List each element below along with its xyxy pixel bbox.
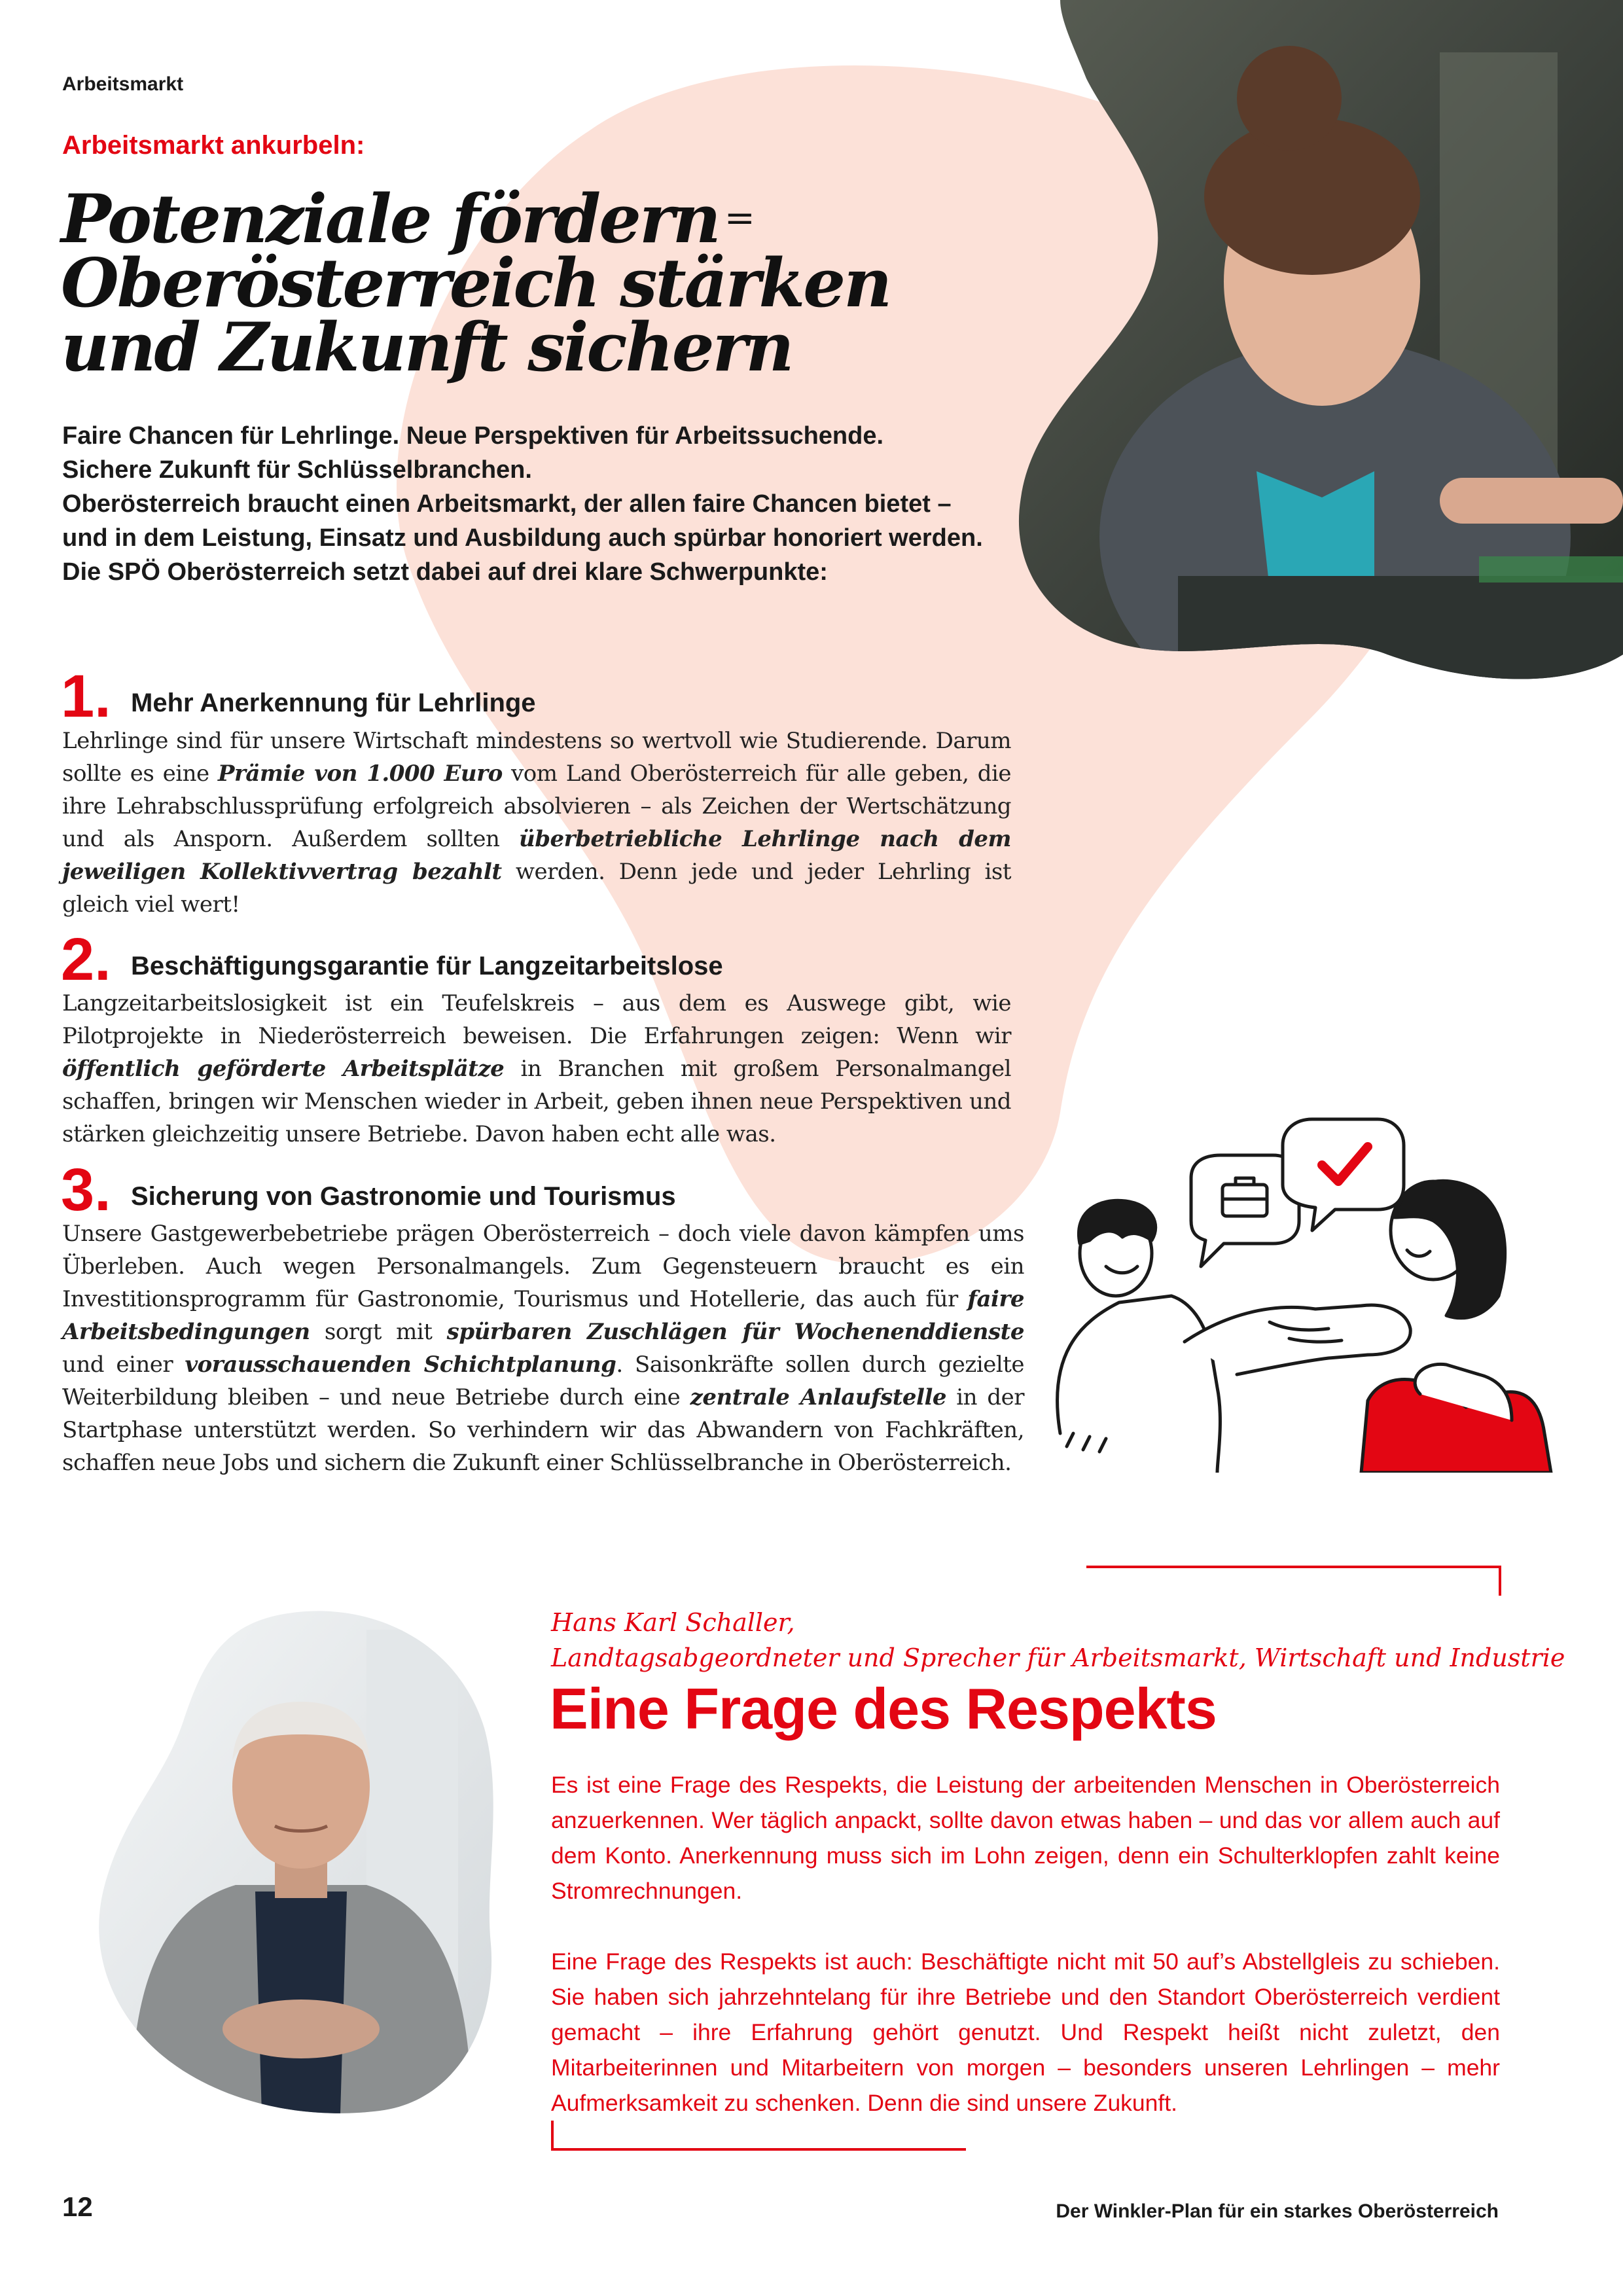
item-1-title: Mehr Anerkennung für Lehrlinge — [131, 689, 536, 717]
item-3-title: Sicherung von Gastronomie und Tourismus — [131, 1182, 676, 1211]
checkmark-icon — [1283, 1119, 1404, 1230]
quote-title: Eine Frage des Respekts — [550, 1676, 1217, 1741]
headline-equals: = — [724, 197, 753, 240]
headline-line-3: und Zukunft sichern — [61, 308, 793, 387]
page-number: 12 — [62, 2191, 93, 2222]
author-photo — [92, 1604, 497, 2114]
kicker: Arbeitsmarkt ankurbeln: — [62, 131, 365, 160]
intro-line-2: Sichere Zukunft für Schlüsselbranchen. — [62, 456, 532, 484]
quote-author — [551, 1605, 1565, 1676]
quote-paragraph-2: Eine Frage des Respekts ist auch: Beschäftigte nicht mit 50 auf’s Abstellgleis zu schieben. Sie haben sich jahrzehntelang für ihre Betriebe und den Standort Oberösterreich verdient gemacht – ihre Erfahrung gehört genutzt. Und Respekt heißt nicht zuletzt, den Mitarbeiterinnen und Mitarbeitern von morgen – besonders unseren Lehrlingen – mehr Aufmerksamkeit zu schenken. Denn die sind unsere Zukunft. — [551, 1948, 1500, 2116]
intro — [62, 419, 991, 589]
quote-paragraph-1: Es ist eine Frage des Respekts, die Leistung der arbeitenden Menschen in Oberösterreich anzuerkennen. Wer täglich anpackt, sollte davon etwas haben – und das vor allem auch auf dem Konto. Anerkennung muss sich im Lohn zeigen, denn ein Schulterklopfen zahlt keine Stromrechnungen. — [551, 1772, 1500, 1904]
headline-line-2: Oberösterreich stärken — [61, 244, 891, 323]
intro-line-1: Faire Chancen für Lehrlinge. Neue Perspektiven für Arbeitssuchende. — [62, 422, 884, 450]
item-1-number: 1. — [61, 663, 111, 730]
headline — [61, 180, 977, 387]
item-2-number: 2. — [61, 926, 111, 993]
intro-line-3: Oberösterreich braucht einen Arbeitsmarkt, der allen faire Chancen bietet – und in dem Leistung, Einsatz und Ausbildung auch spürbar honoriert werden. Die SPÖ Oberösterreich setzt dabei auf drei klare Schwerpunkte: — [62, 490, 983, 586]
item-3-number: 3. — [61, 1157, 111, 1223]
quote-body — [551, 1767, 1500, 2156]
publication-title: Der Winkler-Plan für ein starkes Oberösterreich — [1056, 2200, 1499, 2222]
quote-frame-top — [1086, 1566, 1501, 1596]
item-1-body: Lehrlinge sind für unsere Wirtschaft mindestens so wertvoll wie Studierende. Darum sollte es eine Prämie von 1.000 Euro vom Land Oberösterreich für alle geben, die ihre Lehrabschlussprüfung erfolgreich absolvieren – als Zeichen der Wertschätzung und als Ansporn. Außerdem sollten überbetriebliche Lehrlinge nach dem jeweiligen Kollektivvertrag bezahlt werden. Denn jede und jeder Lehrling ist gleich viel wert! — [62, 728, 1012, 918]
worker-photo — [982, 0, 1623, 694]
handshake-illustration — [1054, 1106, 1558, 1473]
author-name: Hans Karl Schaller, — [551, 1608, 795, 1637]
item-3-body: Unsere Gastgewerbebetriebe prägen Oberösterreich – doch viele davon kämpfen ums Überleben. Auch wegen Personalmangels. Zum Gegensteuern braucht es ein Investitionsprogramm für Gastronomie, Tourismus und Hotellerie, das auch für faire Arbeitsbedingungen sorgt mit spürbaren Zuschlägen für Wochenenddienste und einer vorausschauenden Schichtplanung. Saisonkräfte sollen durch gezielte Weiterbildung bleiben – und neue Betriebe durch eine zentrale Anlaufstelle in der Startphase unterstützt werden. So verhindern wir das Abwandern von Fachkräften, schaffen neue Jobs und sichern die Zukunft einer Schlüsselbranche in Oberösterreich. — [62, 1221, 1024, 1476]
item-2-title: Beschäftigungsgarantie für Langzeitarbeitslose — [131, 952, 723, 980]
item-2-body: Langzeitarbeitslosigkeit ist ein Teufelskreis – aus dem es Auswege gibt, wie Pilotprojekte in Niederösterreich beweisen. Die Erfahrungen zeigen: Wenn wir öffentlich geförderte Arbeitsplätze in Branchen mit großem Personalmangel schaffen, bringen wir Menschen wieder in Arbeit, geben ihnen neue Perspektiven und stärken gleichzeitig unsere Betriebe. Davon haben echt alle was. — [62, 990, 1011, 1147]
section-label: Arbeitsmarkt — [62, 73, 184, 95]
headline-line-1: Potenziale fördern — [61, 180, 719, 259]
author-role: Landtagsabgeordneter und Sprecher für Arbeitsmarkt, Wirtschaft und Industrie — [551, 1643, 1565, 1672]
